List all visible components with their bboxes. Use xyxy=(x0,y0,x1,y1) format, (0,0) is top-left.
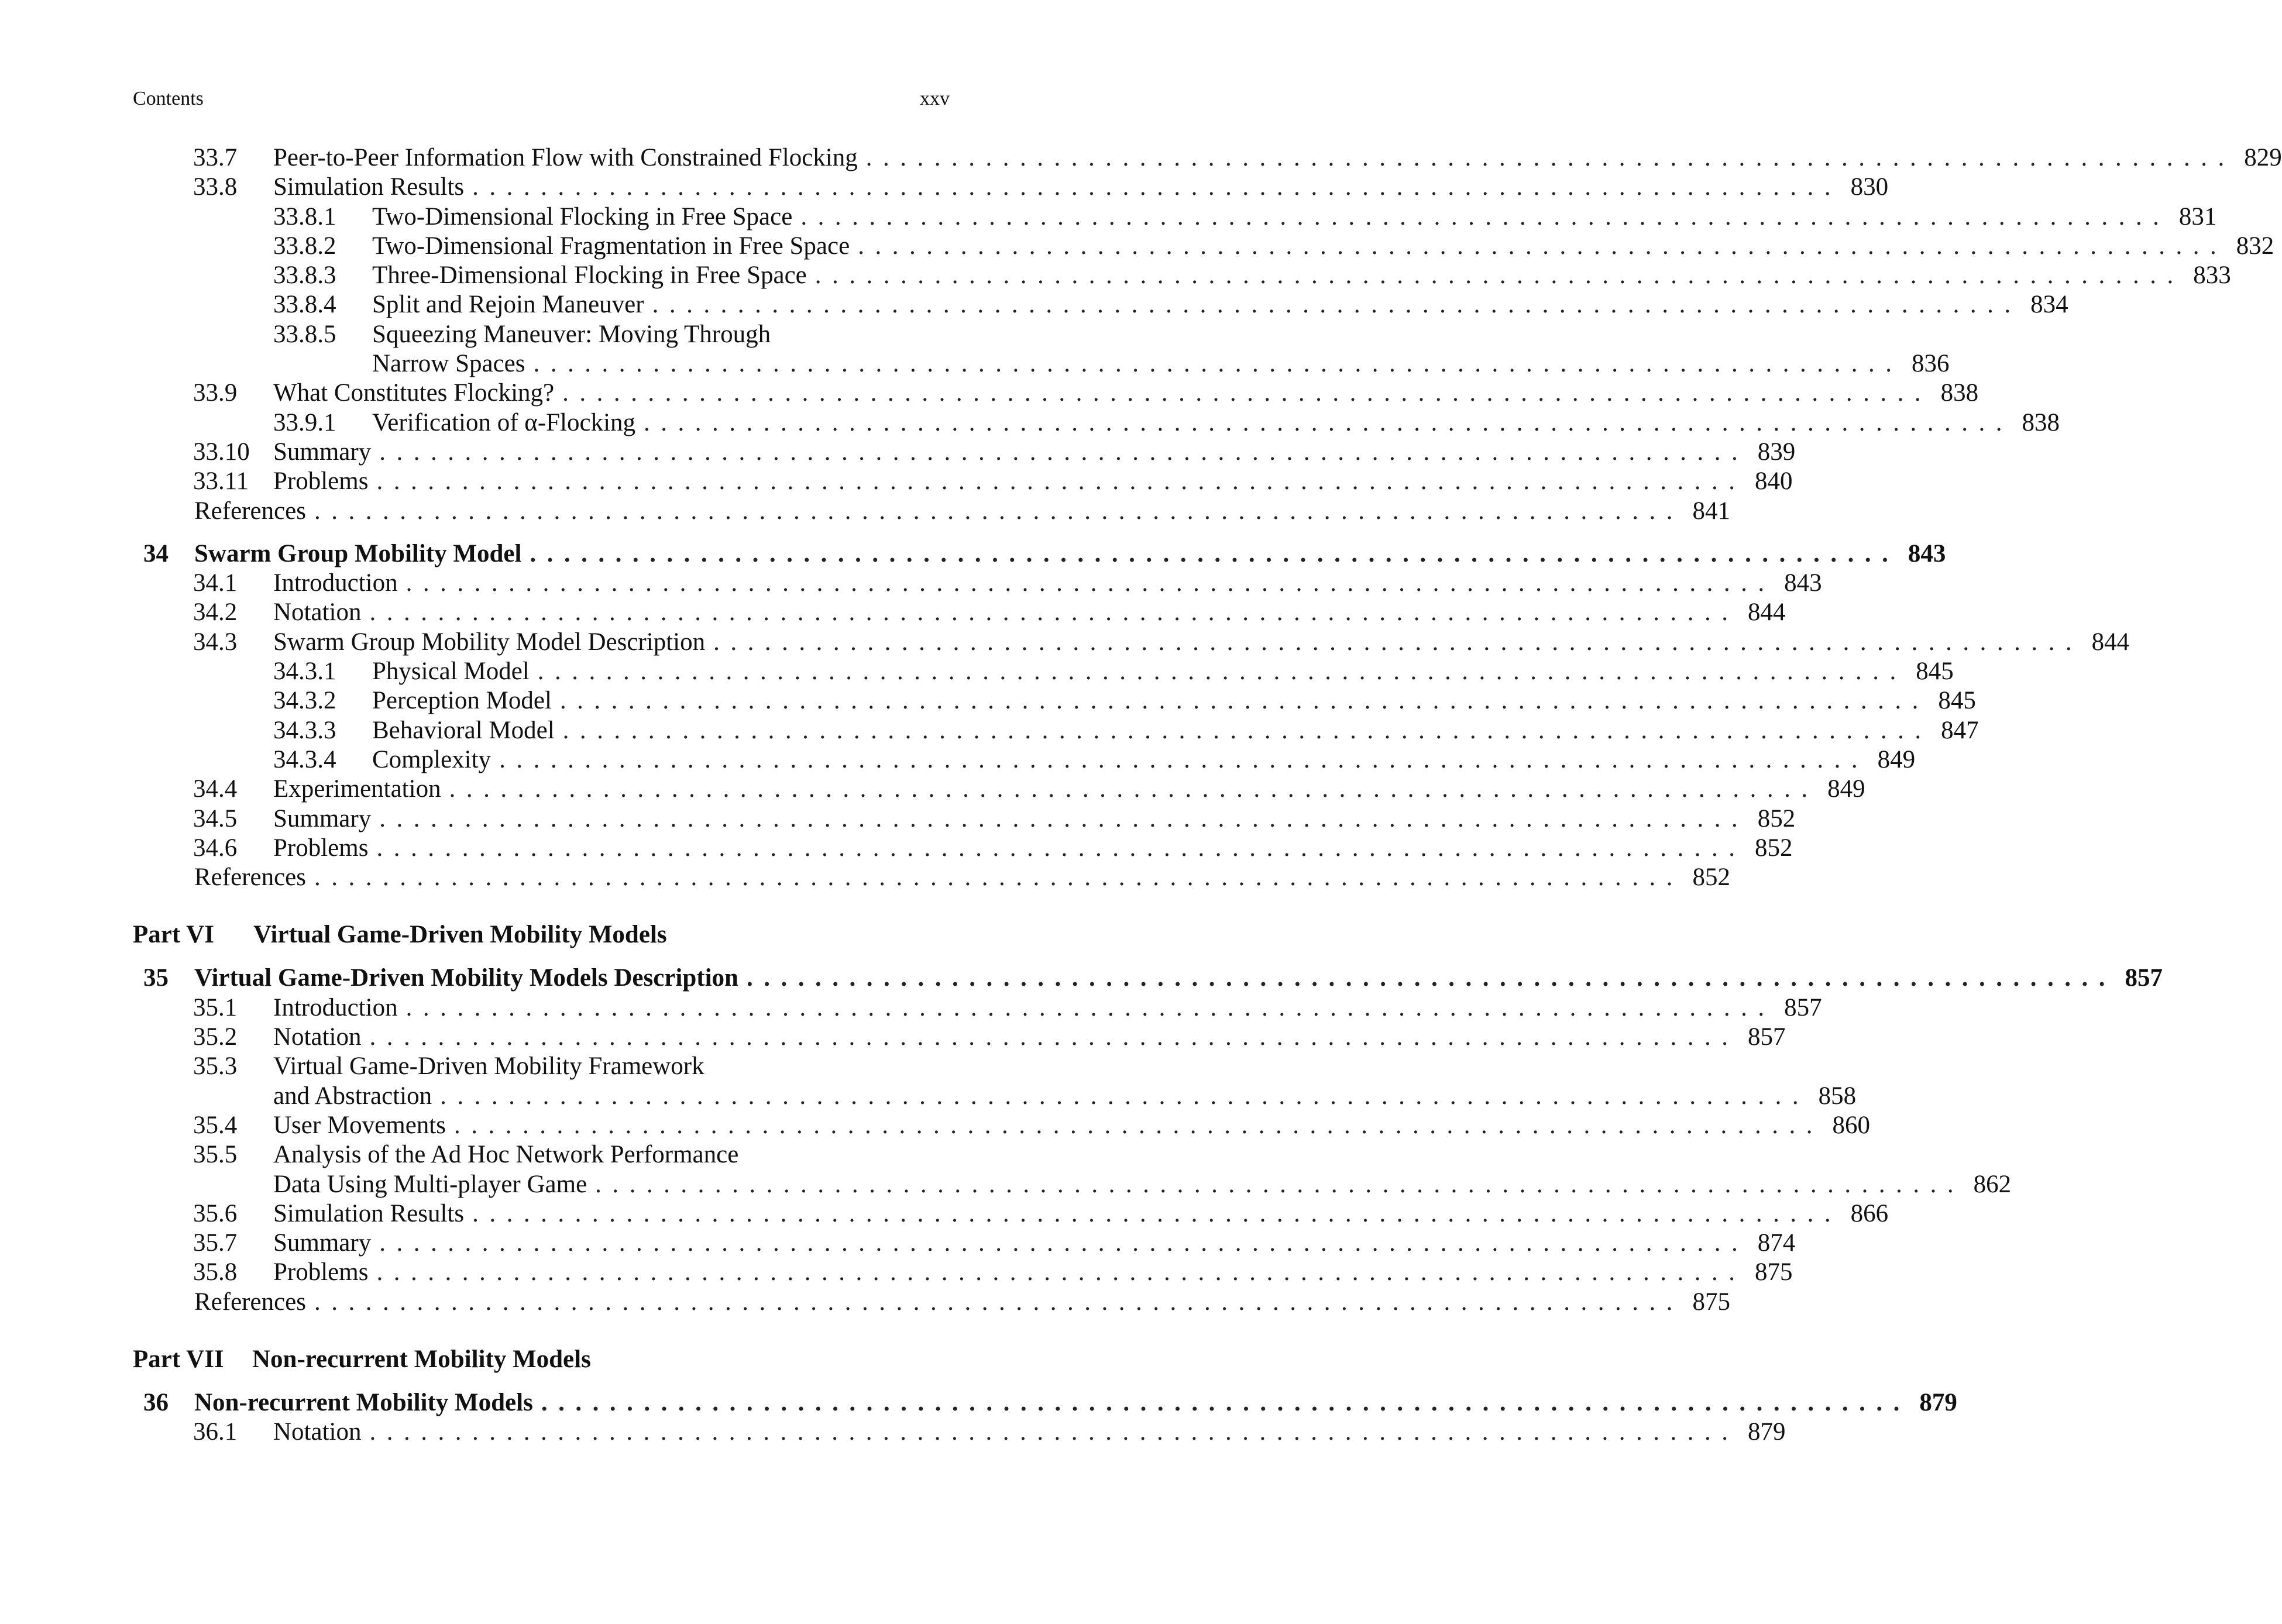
toc-entry-line xyxy=(273,1170,2012,1199)
part-heading xyxy=(0,920,1071,949)
part-title: Virtual Game-Driven Mobility Models xyxy=(253,921,667,949)
spacer xyxy=(0,892,1071,920)
toc-entry-section[interactable] xyxy=(0,438,1796,467)
toc-entry-line xyxy=(273,628,2130,657)
toc-entry-number: 35.3 xyxy=(193,1052,238,1081)
toc-entry-number: 35.8 xyxy=(193,1258,238,1286)
toc-entry-number: 33.8.4 xyxy=(273,291,336,319)
toc-entry-number: 35.1 xyxy=(193,993,238,1021)
toc-entry-number: 35.6 xyxy=(193,1199,238,1227)
dot-leader: ................................................................................ xyxy=(800,202,2170,230)
toc-entry-title: Summary xyxy=(273,438,372,466)
part-label: Part VI xyxy=(133,921,214,949)
toc-entry-line xyxy=(194,1288,1730,1317)
toc-entry-title: References xyxy=(194,497,306,525)
spacer xyxy=(0,949,1071,964)
toc-entry-title: Summary xyxy=(273,804,372,832)
toc-entry-number: 33.9.1 xyxy=(273,408,336,436)
dot-leader: ................................................................................ xyxy=(379,438,1749,466)
dot-leader: ................................................................................ xyxy=(314,497,1683,525)
toc-entry-page-number: 839 xyxy=(1757,438,1796,466)
toc-entry-title: Simulation Results xyxy=(273,1199,465,1227)
dot-leader: ................................................................................ xyxy=(533,350,1903,378)
toc-entry-page-number: 838 xyxy=(1940,379,1979,407)
dot-leader: ................................................................................ xyxy=(314,1288,1683,1316)
toc-entry-line xyxy=(273,1023,1786,1052)
toc-entry-number: 33.10 xyxy=(193,438,250,466)
toc-entry-page-number: 849 xyxy=(1827,775,1865,803)
toc-entry-title: Narrow Spaces xyxy=(372,350,525,378)
toc-entry-page-number: 832 xyxy=(2236,232,2274,260)
toc-entry-title: Two-Dimensional Fragmentation in Free Space xyxy=(372,232,850,260)
part-label: Part VII xyxy=(133,1345,224,1373)
toc-entry-line xyxy=(273,1140,950,1169)
toc-entry-line xyxy=(194,964,2163,993)
toc-entry-page-number: 862 xyxy=(1973,1170,2012,1198)
toc-entry-subsection[interactable] xyxy=(0,349,1950,379)
running-header xyxy=(133,88,950,117)
toc-entry-line xyxy=(273,1052,950,1081)
toc-entry-subsection[interactable] xyxy=(0,657,1954,686)
toc-entry-title: and Abstraction xyxy=(273,1082,432,1110)
toc-entry-page-number: 841 xyxy=(1692,497,1730,525)
toc-entry-page-number: 852 xyxy=(1757,804,1796,832)
toc-entry-chapter[interactable] xyxy=(0,964,2163,993)
dot-leader: ................................................................................ xyxy=(814,262,2184,290)
toc-entry-title: Peer-to-Peer Information Flow with Constrained Flocking xyxy=(273,144,858,171)
toc-entry-title: Analysis of the Ad Hoc Network Performance xyxy=(273,1141,739,1169)
toc-entry-page-number: 874 xyxy=(1757,1229,1796,1257)
toc-entry-section[interactable] xyxy=(0,1229,1796,1258)
toc-entry-title: Notation xyxy=(273,1023,362,1051)
toc-entry-page-number: 838 xyxy=(2022,408,2060,436)
toc-entry-number: 35.4 xyxy=(193,1111,238,1139)
dot-leader: ................................................................................ xyxy=(644,408,2013,436)
toc-entry-section[interactable] xyxy=(0,1140,1071,1169)
dot-leader: ................................................................................ xyxy=(472,173,1842,201)
dot-leader: ................................................................................ xyxy=(652,291,2022,319)
toc-entry-number: 34.3 xyxy=(193,628,238,656)
toc-entry-line xyxy=(273,1111,1870,1140)
toc-entry-section[interactable] xyxy=(0,467,1793,496)
toc-entry-page-number: 858 xyxy=(1818,1082,1857,1110)
toc-entry-number: 34.4 xyxy=(193,775,238,803)
dot-leader: ................................................................................ xyxy=(472,1199,1842,1227)
toc-entry-number: 33.8.3 xyxy=(273,262,336,290)
toc-entry-page-number: 847 xyxy=(1941,716,1979,744)
toc-entry-line xyxy=(273,1417,1786,1447)
toc-entry-section[interactable] xyxy=(0,993,1822,1023)
toc-entry-section[interactable] xyxy=(0,1417,1786,1447)
toc-entry-number: 34.3.3 xyxy=(273,716,336,744)
toc-entry-title: References xyxy=(194,863,306,892)
toc-entry-number: 34.6 xyxy=(193,834,238,862)
dot-leader: ................................................................................ xyxy=(858,232,2228,260)
toc-entry-number: 34.3.2 xyxy=(273,687,336,715)
toc-entry-page-number: 857 xyxy=(1784,993,1822,1021)
toc-entry-line xyxy=(273,598,1786,627)
part-heading xyxy=(0,1345,1071,1374)
dot-leader: ................................................................................ xyxy=(369,1023,1739,1051)
table-of-contents xyxy=(0,143,2282,1447)
toc-entry-line xyxy=(273,467,1793,496)
toc-entry-line xyxy=(372,349,1950,379)
toc-entry-title: Problems xyxy=(273,467,369,496)
dot-leader: ................................................................................ xyxy=(449,775,1819,803)
dot-leader: ................................................................................ xyxy=(369,1418,1739,1446)
toc-entry-line xyxy=(273,1082,1857,1111)
toc-entry-title: Data Using Multi-player Game xyxy=(273,1170,587,1198)
toc-entry-page-number: 845 xyxy=(1938,687,1976,715)
toc-entry-section[interactable] xyxy=(0,1052,1071,1081)
toc-entry-refs[interactable] xyxy=(0,863,1730,892)
spacer xyxy=(0,1317,1071,1345)
dot-leader: ................................................................................ xyxy=(562,379,1932,407)
dot-leader: ................................................................................ xyxy=(713,628,2083,656)
toc-entry-page-number: 857 xyxy=(2125,964,2163,992)
toc-entry-line xyxy=(194,497,1730,526)
toc-entry-page-number: 844 xyxy=(2091,628,2130,656)
toc-entry-line xyxy=(273,804,1796,834)
toc-entry-section[interactable] xyxy=(0,379,1979,408)
toc-entry-line xyxy=(273,1258,1793,1287)
toc-entry-title: Three-Dimensional Flocking in Free Space xyxy=(372,262,807,290)
toc-entry-page-number: 845 xyxy=(1916,658,1954,686)
toc-entry-subsection[interactable] xyxy=(0,716,1979,745)
dot-leader: ................................................................................ xyxy=(541,1388,1910,1416)
toc-entry-line xyxy=(273,1199,1889,1229)
toc-entry-section[interactable] xyxy=(0,1111,1870,1140)
toc-entry-number: 33.8.2 xyxy=(273,232,336,260)
toc-entry-page-number: 857 xyxy=(1747,1023,1786,1051)
toc-entry-page-number: 834 xyxy=(2030,291,2068,319)
toc-entry-title: Virtual Game-Driven Mobility Framework xyxy=(273,1052,704,1081)
toc-entry-number: 35.2 xyxy=(193,1023,238,1051)
toc-entry-number: 33.9 xyxy=(193,379,238,407)
toc-entry-number: 36 xyxy=(143,1388,169,1416)
toc-entry-line xyxy=(372,320,950,349)
toc-entry-section[interactable] xyxy=(0,1170,2012,1199)
toc-entry-page-number: 852 xyxy=(1754,834,1793,862)
toc-entry-page-number: 852 xyxy=(1692,863,1730,892)
toc-entry-number: 33.8.5 xyxy=(273,320,336,348)
toc-entry-section[interactable] xyxy=(0,1199,1889,1229)
toc-entry-line xyxy=(372,745,1916,775)
toc-entry-page-number: 833 xyxy=(2193,262,2231,290)
toc-entry-section[interactable] xyxy=(0,598,1786,627)
toc-entry-line xyxy=(194,1388,1957,1417)
toc-entry-title: Squeezing Maneuver: Moving Through xyxy=(372,320,771,348)
toc-entry-line xyxy=(372,686,1976,715)
toc-entry-number: 34.2 xyxy=(193,598,238,627)
toc-entry-page-number: 830 xyxy=(1850,173,1889,201)
toc-entry-number: 35.5 xyxy=(193,1141,238,1169)
toc-entry-number: 34.3.4 xyxy=(273,745,336,773)
header-page-number: xxv xyxy=(920,88,950,109)
toc-entry-title: Problems xyxy=(273,1258,369,1286)
toc-entry-line xyxy=(372,716,1979,745)
toc-entry-number: 36.1 xyxy=(193,1418,238,1446)
toc-entry-title: References xyxy=(194,1288,306,1316)
toc-entry-line xyxy=(194,863,1730,892)
toc-entry-subsection[interactable] xyxy=(0,202,2217,232)
dot-leader: ................................................................................ xyxy=(562,716,1932,744)
toc-entry-title: Notation xyxy=(273,598,362,627)
toc-entry-line xyxy=(273,993,1822,1023)
toc-entry-title: Split and Rejoin Maneuver xyxy=(372,291,644,319)
toc-entry-title: Swarm Group Mobility Model Description xyxy=(273,628,706,656)
toc-entry-page-number: 875 xyxy=(1754,1258,1793,1286)
toc-entry-page-number: 866 xyxy=(1850,1199,1889,1227)
toc-entry-section[interactable] xyxy=(0,1082,1857,1111)
toc-entry-line xyxy=(194,539,1946,569)
dot-leader: ................................................................................ xyxy=(537,658,1907,686)
dot-leader: ................................................................................ xyxy=(499,745,1869,773)
dot-leader: ................................................................................ xyxy=(595,1170,1965,1198)
dot-leader: ................................................................................ xyxy=(530,539,1899,567)
toc-entry-page-number: 844 xyxy=(1747,598,1786,627)
dot-leader: ................................................................................ xyxy=(314,863,1683,892)
dot-leader: ................................................................................ xyxy=(376,1258,1746,1286)
toc-entry-page-number: 836 xyxy=(1912,350,1950,378)
toc-entry-number: 35.7 xyxy=(193,1229,238,1257)
toc-entry-section[interactable] xyxy=(0,1258,1793,1287)
toc-entry-title: Simulation Results xyxy=(273,173,465,201)
toc-entry-page-number: 829 xyxy=(2244,144,2282,171)
toc-entry-line xyxy=(372,232,2274,261)
toc-entry-line xyxy=(273,775,1865,804)
toc-entry-number: 33.8.1 xyxy=(273,202,336,230)
toc-entry-title: Problems xyxy=(273,834,369,862)
toc-entry-page-number: 840 xyxy=(1754,467,1793,496)
toc-entry-subsection[interactable] xyxy=(0,745,1916,775)
toc-entry-title: Behavioral Model xyxy=(372,716,555,744)
toc-entry-subsection[interactable] xyxy=(0,408,2060,438)
toc-entry-section[interactable] xyxy=(0,775,1865,804)
toc-entry-line xyxy=(273,379,1979,408)
toc-entry-number: 33.11 xyxy=(193,467,249,496)
toc-entry-page-number: 879 xyxy=(1919,1388,1957,1416)
toc-entry-page-number: 843 xyxy=(1784,569,1822,597)
spacer xyxy=(0,1374,1071,1388)
toc-entry-page-number: 849 xyxy=(1877,745,1916,773)
toc-entry-page-number: 843 xyxy=(1908,539,1946,567)
toc-entry-line xyxy=(273,438,1796,467)
toc-entry-line xyxy=(273,143,2282,173)
toc-entry-title: Swarm Group Mobility Model xyxy=(194,539,522,567)
toc-entry-refs[interactable] xyxy=(0,1288,1730,1317)
toc-entry-section[interactable] xyxy=(0,143,2282,173)
toc-entry-section[interactable] xyxy=(0,628,2130,657)
toc-entry-title: Introduction xyxy=(273,569,398,597)
dot-leader: ................................................................................ xyxy=(865,144,2235,171)
dot-leader: ................................................................................ xyxy=(559,687,1929,715)
toc-entry-line xyxy=(372,261,2231,290)
toc-entry-subsection[interactable] xyxy=(0,320,1071,349)
toc-entry-subsection[interactable] xyxy=(0,261,2231,290)
dot-leader: ................................................................................ xyxy=(405,569,1775,597)
toc-entry-number: 34.3.1 xyxy=(273,658,336,686)
toc-entry-number: 34.5 xyxy=(193,804,238,832)
toc-entry-subsection[interactable] xyxy=(0,290,2068,319)
toc-entry-section[interactable] xyxy=(0,569,1822,598)
dot-leader: ................................................................................ xyxy=(453,1111,1823,1139)
dot-leader: ................................................................................ xyxy=(379,1229,1749,1257)
header-section-title: Contents xyxy=(133,88,204,109)
toc-entry-chapter[interactable] xyxy=(0,1388,1957,1417)
toc-entry-section[interactable] xyxy=(0,173,1889,202)
toc-entry-line xyxy=(372,202,2217,232)
toc-entry-number: 35 xyxy=(143,964,169,992)
toc-entry-line xyxy=(372,657,1954,686)
toc-entry-section[interactable] xyxy=(0,834,1793,863)
toc-entry-line xyxy=(273,173,1889,202)
toc-entry-title: Complexity xyxy=(372,745,492,773)
dot-leader: ................................................................................ xyxy=(369,598,1739,627)
toc-entry-title: User Movements xyxy=(273,1111,446,1139)
part-title: Non-recurrent Mobility Models xyxy=(252,1345,591,1373)
toc-entry-page-number: 831 xyxy=(2178,202,2217,230)
toc-entry-title: Two-Dimensional Flocking in Free Space xyxy=(372,202,793,230)
dot-leader: ................................................................................ xyxy=(440,1082,1810,1110)
toc-entry-title: Physical Model xyxy=(372,658,530,686)
toc-entry-section[interactable] xyxy=(0,1023,1786,1052)
toc-entry-title: Verification of α-Flocking xyxy=(372,408,636,436)
dot-leader: ................................................................................ xyxy=(405,993,1775,1021)
toc-entry-page-number: 879 xyxy=(1747,1418,1786,1446)
toc-entry-chapter[interactable] xyxy=(0,539,1946,569)
toc-entry-title: Summary xyxy=(273,1229,372,1257)
toc-entry-line xyxy=(273,1229,1796,1258)
toc-entry-title: Non-recurrent Mobility Models xyxy=(194,1388,533,1416)
toc-entry-subsection[interactable] xyxy=(0,686,1976,715)
toc-entry-title: Perception Model xyxy=(372,687,552,715)
toc-entry-line xyxy=(273,834,1793,863)
toc-entry-number: 33.8 xyxy=(193,173,238,201)
toc-entry-subsection[interactable] xyxy=(0,232,2274,261)
dot-leader: ................................................................................ xyxy=(379,804,1749,832)
toc-entry-page-number: 860 xyxy=(1832,1111,1870,1139)
toc-entry-number: 34.1 xyxy=(193,569,238,597)
toc-entry-refs[interactable] xyxy=(0,497,1730,526)
toc-entry-number: 33.7 xyxy=(193,144,238,171)
toc-entry-title: Notation xyxy=(273,1418,362,1446)
toc-entry-line xyxy=(273,569,1822,598)
toc-entry-title: Virtual Game-Driven Mobility Models Description xyxy=(194,964,738,992)
toc-entry-title: Introduction xyxy=(273,993,398,1021)
dot-leader: ................................................................................ xyxy=(376,834,1746,862)
toc-entry-page-number: 875 xyxy=(1692,1288,1730,1316)
dot-leader: ................................................................................ xyxy=(746,964,2116,992)
toc-entry-number: 34 xyxy=(143,539,169,567)
toc-entry-title: What Constitutes Flocking? xyxy=(273,379,555,407)
toc-entry-line xyxy=(372,408,2060,438)
toc-entry-section[interactable] xyxy=(0,804,1796,834)
toc-entry-line xyxy=(372,290,2068,319)
toc-entry-title: Experimentation xyxy=(273,775,441,803)
dot-leader: ................................................................................ xyxy=(376,467,1746,496)
spacer xyxy=(0,526,1071,539)
